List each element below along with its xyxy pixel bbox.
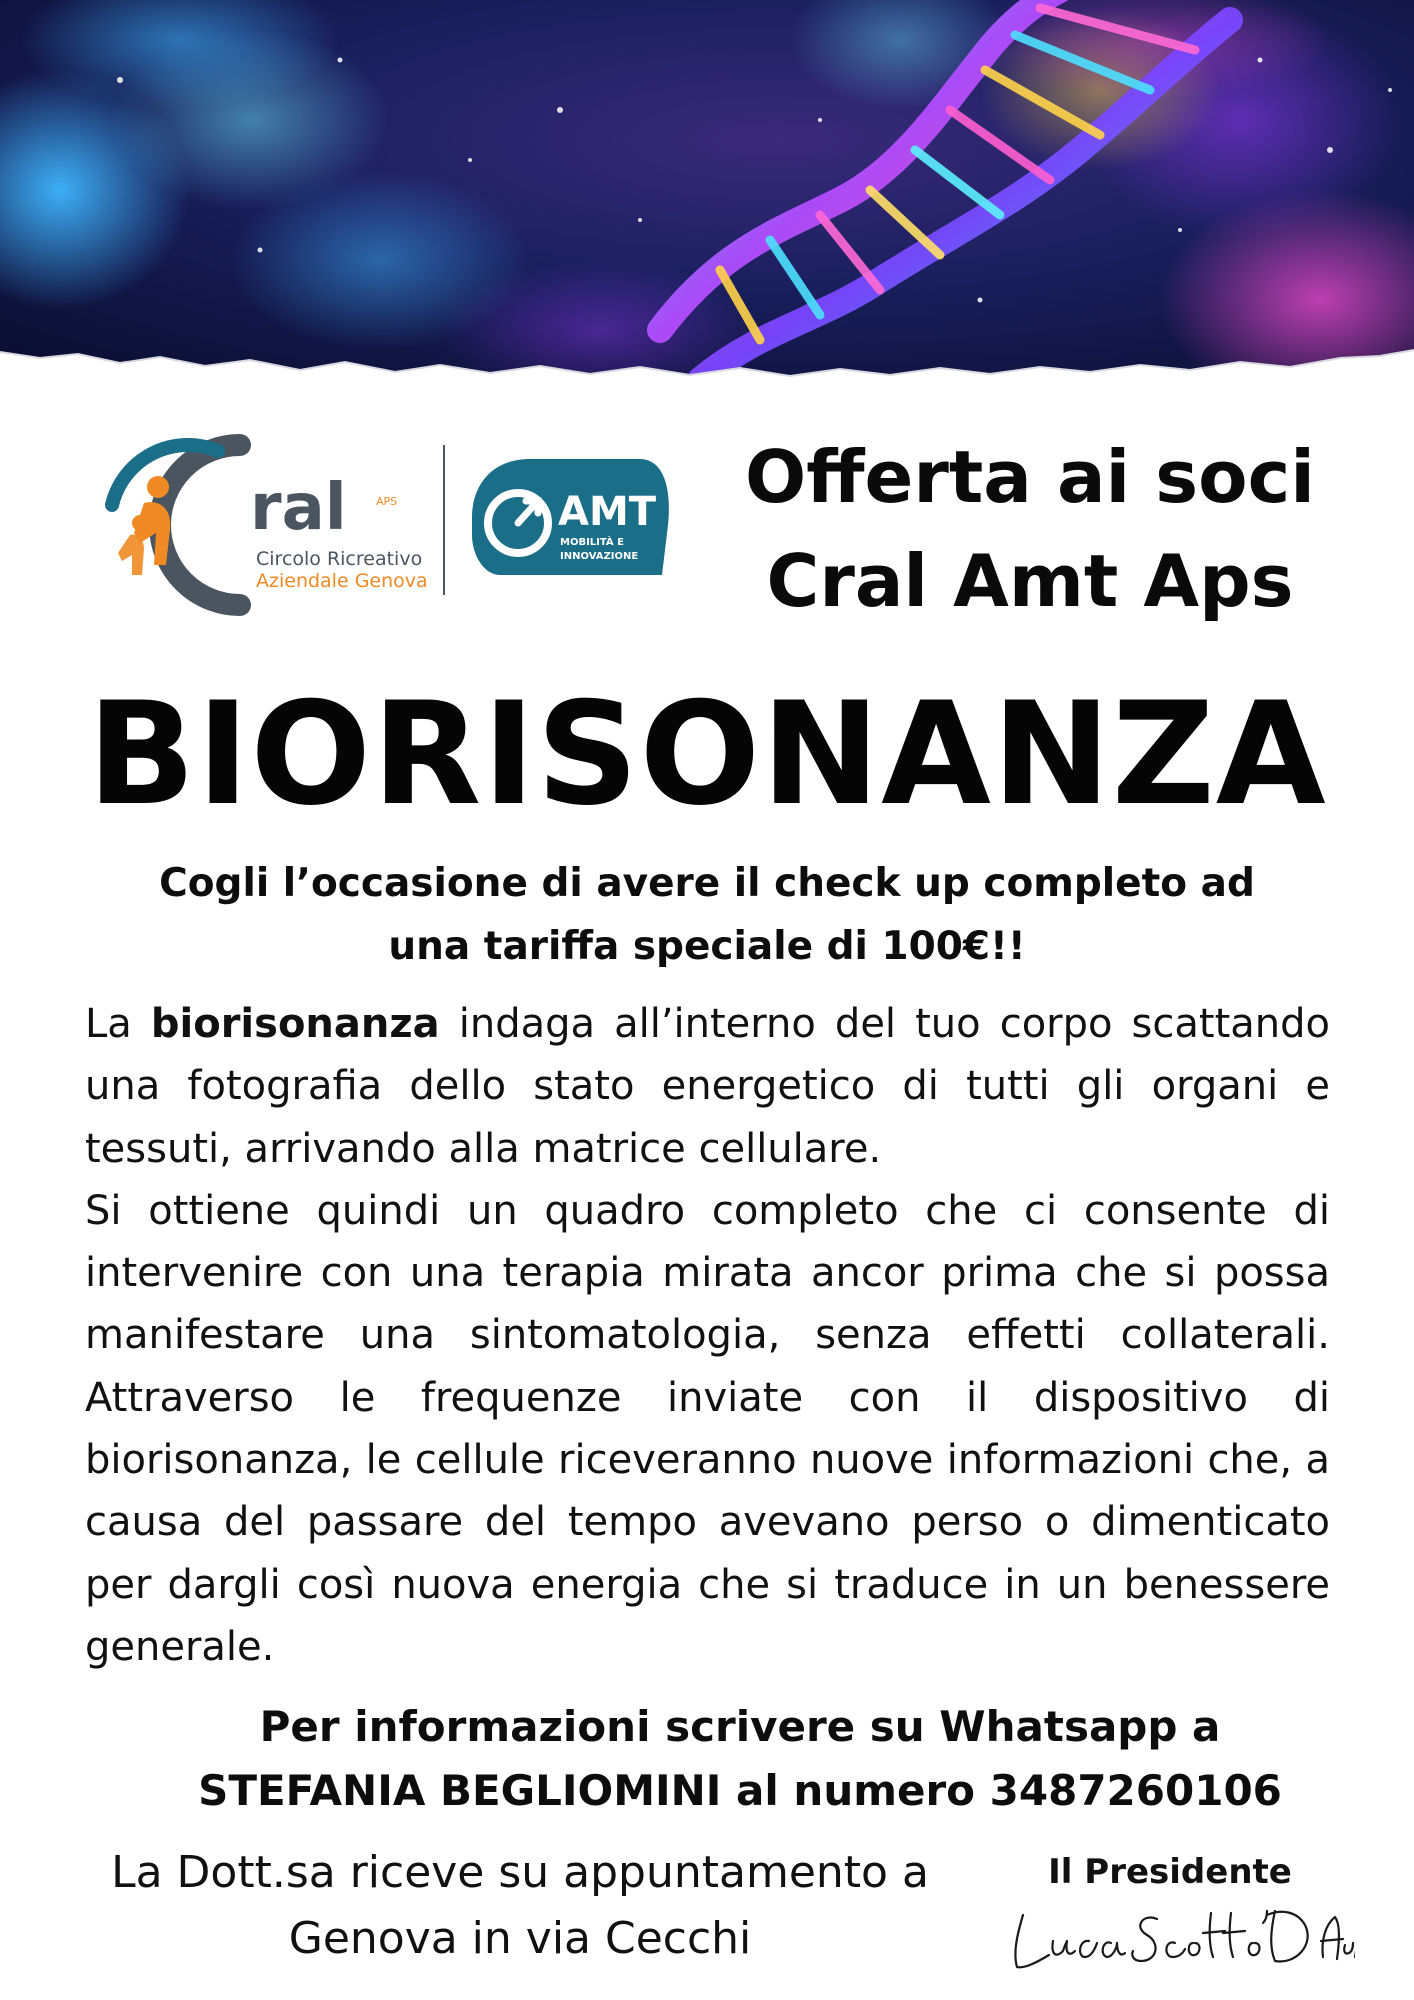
appointment-line2: Genova in via Cecchi — [288, 1913, 752, 1964]
body-p1-bold: biorisonanza — [150, 1001, 440, 1047]
body-paragraph-1 — [85, 993, 1330, 1180]
offer-line2: Cral Amt Aps — [766, 539, 1294, 623]
cral-line2: Aziendale Genova — [256, 570, 428, 592]
cral-c-arc — [160, 445, 240, 605]
cral-aps-badge: APS — [376, 495, 398, 508]
body-text — [85, 993, 1330, 1678]
offer-title — [690, 425, 1370, 633]
main-headline: BIORISONANZA — [87, 672, 1327, 837]
cral-line1: Circolo Ricreativo — [256, 548, 423, 570]
body-p1-start: La — [85, 1001, 151, 1047]
amt-line1: MOBILITÀ E — [560, 537, 624, 548]
logo-block — [100, 425, 700, 625]
amt-line2: INNOVAZIONE — [560, 551, 639, 562]
subheadline — [100, 852, 1314, 978]
cral-amt-logos — [100, 425, 700, 625]
cral-wordmark: ral — [250, 471, 347, 545]
dna-banner-image — [0, 0, 1414, 400]
president-signature — [1005, 1895, 1355, 1985]
contact-line1: Per informazioni scrivere su Whatsapp a — [259, 1702, 1221, 1751]
body-paragraph-2: Si ottiene quindi un quadro completo che ci consente di intervenire con una terapia mirata ancor prima che si possa manifestare una sintomatologia, senza effetti collaterali. Attraverso le frequenze inviate con il dispositivo di biorisonanza, le cellule riceveranno nuove informazioni che, a causa del passare del tempo avevano perso o dimenticato per dargli così nuova energia che si traduce in un benessere generale. — [85, 1187, 1330, 1670]
body-p1-rest: indaga all’interno del tuo corpo scattando una fotografia dello stato energetico di tutti gli organi e tessuti, arrivando alla matrice cellulare. — [85, 1001, 1330, 1172]
subhead-line2: una tariffa speciale di 100€!! — [388, 924, 1026, 969]
offer-line1: Offerta ai soci — [745, 435, 1315, 519]
appointment-info — [80, 1840, 960, 1972]
amt-wordmark: AMT — [558, 489, 657, 535]
cral-figures-icon — [118, 476, 170, 575]
contact-line2: STEFANIA BEGLIOMINI al numero 3487260106 — [198, 1766, 1282, 1815]
appointment-line1: La Dott.sa riceve su appuntamento a — [111, 1847, 929, 1898]
president-label: Il Presidente — [1048, 1852, 1292, 1892]
contact-info — [140, 1695, 1340, 1823]
subhead-line1: Cogli l’occasione di avere il check up completo ad — [159, 861, 1255, 906]
